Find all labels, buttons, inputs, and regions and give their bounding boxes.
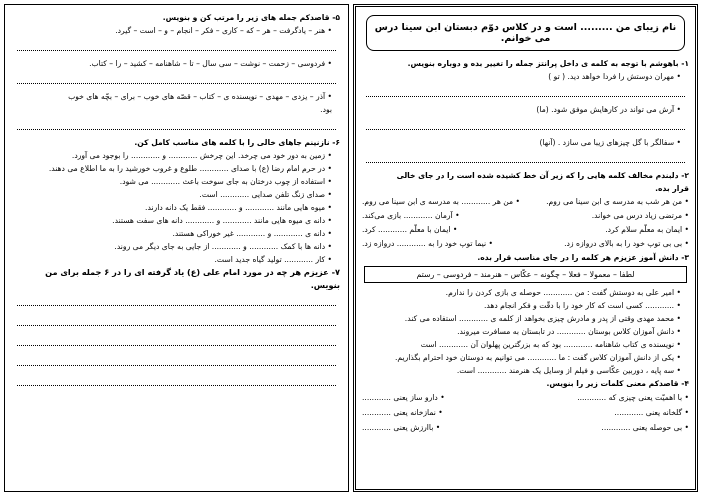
question-2-blank[interactable]: • ایمان با معلّم ............ کرد. [362, 225, 458, 234]
question-1-item: • سفالگر با گل چیزهای زیبا می سازد . (آنها) [539, 138, 681, 147]
question-7-heading: ۷- عزیزم هر چه در مورد امام علی (ع) یاد گرفته ای را در ۶ جمله برای من [45, 267, 340, 277]
answer-line[interactable] [17, 352, 336, 366]
question-2-row [362, 223, 689, 237]
question-6-heading: ۶- نازنینم جاهای خالی را با کلمه های مناسب کامل کن. [134, 138, 340, 147]
question-6-item[interactable]: • استفاده از چوب درختان به جای سوخت باعث ............ می شود. [119, 177, 332, 186]
question-5-item: • هنر – یادگرفت – هر – که – کاری – فکر – انجام – و – است – گیرد. [115, 26, 332, 35]
question-4-row [362, 405, 689, 420]
worksheet-title: نام زیبای من ......... است و در کلاس دوّم دبستان ابن سینا درس می خوانم. [366, 15, 685, 51]
question-3-item[interactable]: • دانش آموزان کلاس بوستان ............ در تابستان به مسافرت میروند. [457, 327, 681, 336]
question-2-row [362, 195, 689, 209]
question-6-item[interactable]: • میوه هایی مانند ............ و ............ فقط یک دانه دارند. [145, 203, 332, 212]
question-6-item[interactable]: • کار ............ تولید گیاه جدید است. [214, 255, 332, 264]
meaning-item[interactable]: • گلخانه یعنی ............ [614, 408, 689, 417]
question-3-item[interactable]: • امیر علی به دوستش گفت : من ............ حوصله ی بازی کردن را ندارم. [445, 288, 681, 297]
question-2-sentence: • ایمان به معلّم سلام کرد. [605, 225, 689, 234]
question-2-heading: ۲- دلبندم مخالف کلمه هایی را که زیر آن خط کشیده شده است را در جای خالی [396, 171, 689, 180]
question-6-item[interactable]: • دانه ها با کمک ............ و ............ از جایی به جای دیگر می روند. [114, 242, 332, 251]
question-2-blank[interactable]: • نیما توپ خود را به ............ دروازه زد. [362, 239, 493, 248]
question-2-blank[interactable]: • من هر ............ به مدرسه ی ابن سینا می روم. [362, 197, 521, 206]
question-1-item: • مهران دوستش را فردا خواهد دید. ( تو ) [548, 72, 681, 81]
question-5-item: • فردوسی – زحمت – نوشت – سی سال – تا – شاهنامه – کشید – را – کتاب. [89, 59, 332, 68]
question-6-item[interactable]: • زمین به دور خود می چرخد. این چرخش ............ و ............ را بوجود می آورد. [71, 151, 332, 160]
question-4-row [362, 390, 689, 405]
right-worksheet-panel [353, 4, 698, 492]
answer-line[interactable] [17, 116, 336, 130]
question-4-row [362, 420, 689, 435]
question-2-sentence: • مرتضی زیاد درس می خواند. [591, 211, 689, 220]
meaning-item[interactable]: • دارو ساز یعنی ............ [362, 393, 445, 402]
question-6-item[interactable]: • دانه ی میوه هایی مانند ............ و ............ دانه های سفت هستند. [112, 216, 332, 225]
question-2-row [362, 209, 689, 223]
question-3-item[interactable]: • ............ کسی است که کار خود را با دقّت و فکر انجام دهد. [483, 301, 681, 310]
answer-line[interactable] [366, 149, 685, 163]
question-2-heading-cont: قرار بده. [655, 184, 689, 193]
question-2-sentence: • بی بی توپ خود را به بالای دروازه زد. [564, 239, 689, 248]
answer-line[interactable] [17, 70, 336, 84]
question-2-blank[interactable]: • آرمان ............ بازی می‌کند. [362, 211, 460, 220]
question-3-item[interactable]: • محمد مهدی وقتی از پدر و مادرش چیزی بخواهد از کلمه ی ............ استفاده می کند. [404, 314, 681, 323]
question-5-heading: ۵- قاصدکم جمله های زیر را مرتب کن و بنویس. [162, 13, 340, 22]
answer-line[interactable] [366, 83, 685, 97]
left-worksheet-panel [4, 4, 349, 492]
meaning-item[interactable]: • باارزش یعنی ............ [362, 423, 441, 432]
answer-line[interactable] [366, 116, 685, 130]
answer-line[interactable] [17, 312, 336, 326]
question-3-item[interactable]: • نویسنده ی کتاب شاهنامه ............ بود که به بزرگترین پهلوان آن ............ است [420, 340, 681, 349]
question-3-item[interactable]: • سه پایه ، دوربین عکّاسی و فیلم از وسایل یک هنرمند ............ است. [456, 366, 681, 375]
word-bank-box: لطفا – معمولا – فعلا – چگونه – عکّاس – هنرمند – فردوسی – رستم [364, 266, 687, 283]
answer-line[interactable] [17, 372, 336, 386]
question-3-heading: ۳- دانش آموز عزیزم هر کلمه را در جای مناسب قرار بده. [477, 253, 689, 262]
question-5-item: • آذر – یزدی – مهدی – نویسنده ی – کتاب – قصّه های خوب – برای – بچّه های خوب [68, 92, 332, 101]
question-4-heading: ۴- قاصدکم معنی کلمات زیر را بنویس. [546, 379, 689, 388]
question-7-heading-cont: بنویس. [310, 280, 340, 290]
question-3-item[interactable]: • یکی از دانش آموزان کلاس گفت : ما ............ می توانیم به دوستان خود احترام بگذاریم. [394, 353, 681, 362]
answer-line[interactable] [17, 332, 336, 346]
meaning-item[interactable]: • با اهمیّت یعنی چیزی که ............ [577, 393, 689, 402]
question-5-item-cont: بود. [320, 105, 332, 114]
meaning-item[interactable]: • نمازخانه یعنی ............ [362, 408, 443, 417]
question-2-sentence: • من هر شب به مدرسه ی ابن سینا می روم. [546, 197, 689, 206]
question-1-item: • آرش می تواند در کارهایش موفق شود. (ما) [536, 105, 681, 114]
question-1-heading: ۱- باهوشم با توجه به کلمه ی داخل پرانتز جمله را تغییر بده و دوباره بنویس. [407, 59, 689, 68]
question-6-item[interactable]: • در حرم امام رضا (ع) با صدای ............ طلوع و غروب خورشید را به ما اطلاع می دهند. [48, 164, 332, 173]
question-2-row [362, 237, 689, 251]
question-6-item[interactable]: • دانه ی ............ و ............ غیر خوراکی هستند. [172, 229, 332, 238]
question-6-item[interactable]: • صدای زنگ تلفن صدایی ............ است. [199, 190, 332, 199]
meaning-item[interactable]: • بی حوصله یعنی ............ [601, 423, 689, 432]
answer-line[interactable] [17, 37, 336, 51]
answer-line[interactable] [17, 292, 336, 306]
